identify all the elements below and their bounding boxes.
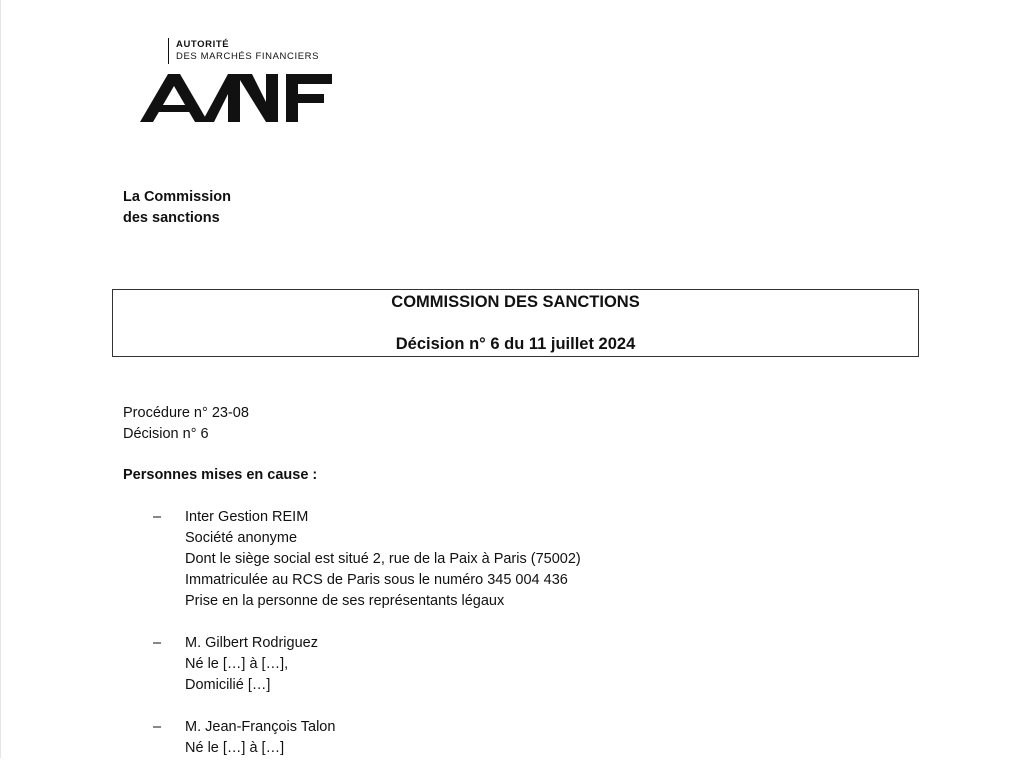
- person-line: Dont le siège social est situé 2, rue de la Paix à Paris (75002): [185, 551, 581, 567]
- logo-line-2: DES MARCHÉS FINANCIERS: [176, 51, 320, 62]
- amf-wordmark-icon: [140, 72, 335, 124]
- amf-logo: [140, 36, 340, 126]
- logo-line-1: AUTORITÉ: [176, 39, 230, 50]
- person-line: Domicilié […]: [185, 677, 271, 693]
- title-main: COMMISSION DES SANCTIONS: [391, 293, 640, 311]
- list-item: [123, 507, 823, 612]
- list-dash: –: [153, 719, 162, 735]
- list-item: [123, 717, 823, 759]
- person-line: Né le […] à […],: [185, 656, 289, 672]
- person-line: Société anonyme: [185, 530, 298, 546]
- issuer-block: [123, 187, 231, 229]
- list-item: [123, 633, 823, 696]
- procedure-number: Procédure n° 23-08: [123, 405, 249, 421]
- persons-list: [123, 507, 823, 780]
- person-line: Prise en la personne de ses représentants légaux: [185, 593, 505, 609]
- issuer-line-1: La Commission: [123, 189, 231, 205]
- person-line: Immatriculée au RCS de Paris sous le numéro 345 004 436: [185, 572, 568, 588]
- person-line: Inter Gestion REIM: [185, 509, 309, 525]
- list-dash: –: [153, 635, 162, 651]
- logo-divider: [168, 38, 169, 64]
- issuer-line-2: des sanctions: [123, 210, 220, 226]
- person-line: Né le […] à […]: [185, 740, 285, 756]
- person-line: M. Gilbert Rodriguez: [185, 635, 318, 651]
- persons-heading: Personnes mises en cause :: [123, 467, 318, 483]
- list-dash: –: [153, 509, 162, 525]
- person-line: M. Jean-François Talon: [185, 719, 336, 735]
- decision-number: Décision n° 6: [123, 426, 209, 442]
- title-box: [112, 289, 919, 357]
- decision-title: Décision n° 6 du 11 juillet 2024: [395, 335, 636, 353]
- procedure-block: [123, 403, 249, 445]
